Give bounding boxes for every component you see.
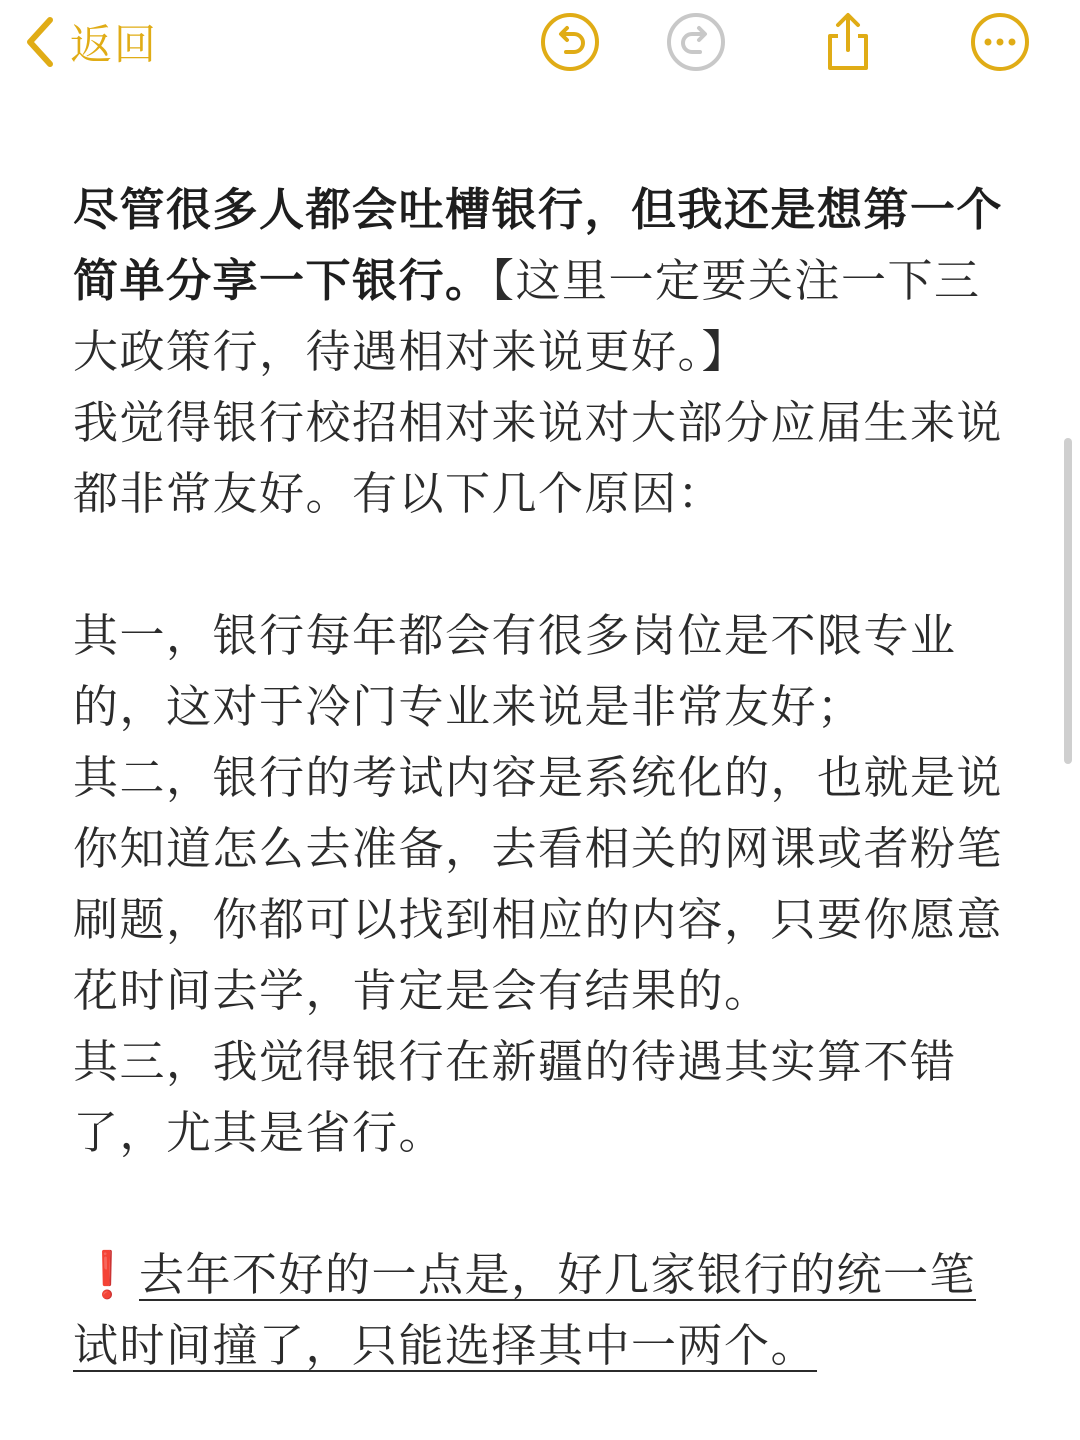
warning-paragraph — [73, 1239, 1008, 1381]
back-button[interactable] — [22, 10, 158, 74]
undo-icon — [538, 10, 602, 74]
chevron-left-icon — [22, 14, 56, 70]
note-body[interactable] — [73, 174, 1008, 1381]
redo-button[interactable] — [664, 10, 728, 74]
scroll-indicator[interactable] — [1064, 438, 1072, 764]
undo-button[interactable] — [538, 10, 602, 74]
reason-two: 其二，银行的考试内容是系统化的，也就是说你知道怎么去准备，去看相关的网课或者粉笔刷题，你都可以找到相应的内容，只要你愿意花时间去学，肯定是会有结果的。 — [73, 751, 1004, 1017]
more-icon — [968, 10, 1032, 74]
redo-icon — [664, 10, 728, 74]
top-toolbar — [0, 0, 1080, 110]
blank-line — [73, 1168, 1008, 1239]
share-icon — [816, 10, 880, 74]
intro-bold-text: 尽管很多人都会吐槽银行，但我还是想第一个简单分享一下银行。 — [73, 183, 1004, 307]
policy-bank-note: 【这里一定要关注一下三大政策行，待遇相对来说更好。】 — [73, 254, 981, 378]
more-options-button[interactable] — [968, 10, 1032, 74]
reason-one: 其一，银行每年都会有很多岗位是不限专业的，这对于冷门专业来说是非常友好； — [73, 609, 957, 733]
blank-line — [73, 529, 1008, 600]
exclamation-icon: ❗ — [79, 1248, 137, 1301]
reason-three: 其三，我觉得银行在新疆的待遇其实算不错了，尤其是省行。 — [73, 1035, 957, 1159]
back-label: 返回 — [70, 20, 159, 69]
intro-paragraph — [73, 174, 1008, 387]
reasons-intro: 我觉得银行校招相对来说对大部分应届生来说都非常友好。有以下几个原因： — [73, 396, 1004, 520]
warning-text: 去年不好的一点是，好几家银行的统一笔试时间撞了，只能选择其中一两个。 — [73, 1248, 977, 1372]
share-button[interactable] — [816, 10, 880, 74]
